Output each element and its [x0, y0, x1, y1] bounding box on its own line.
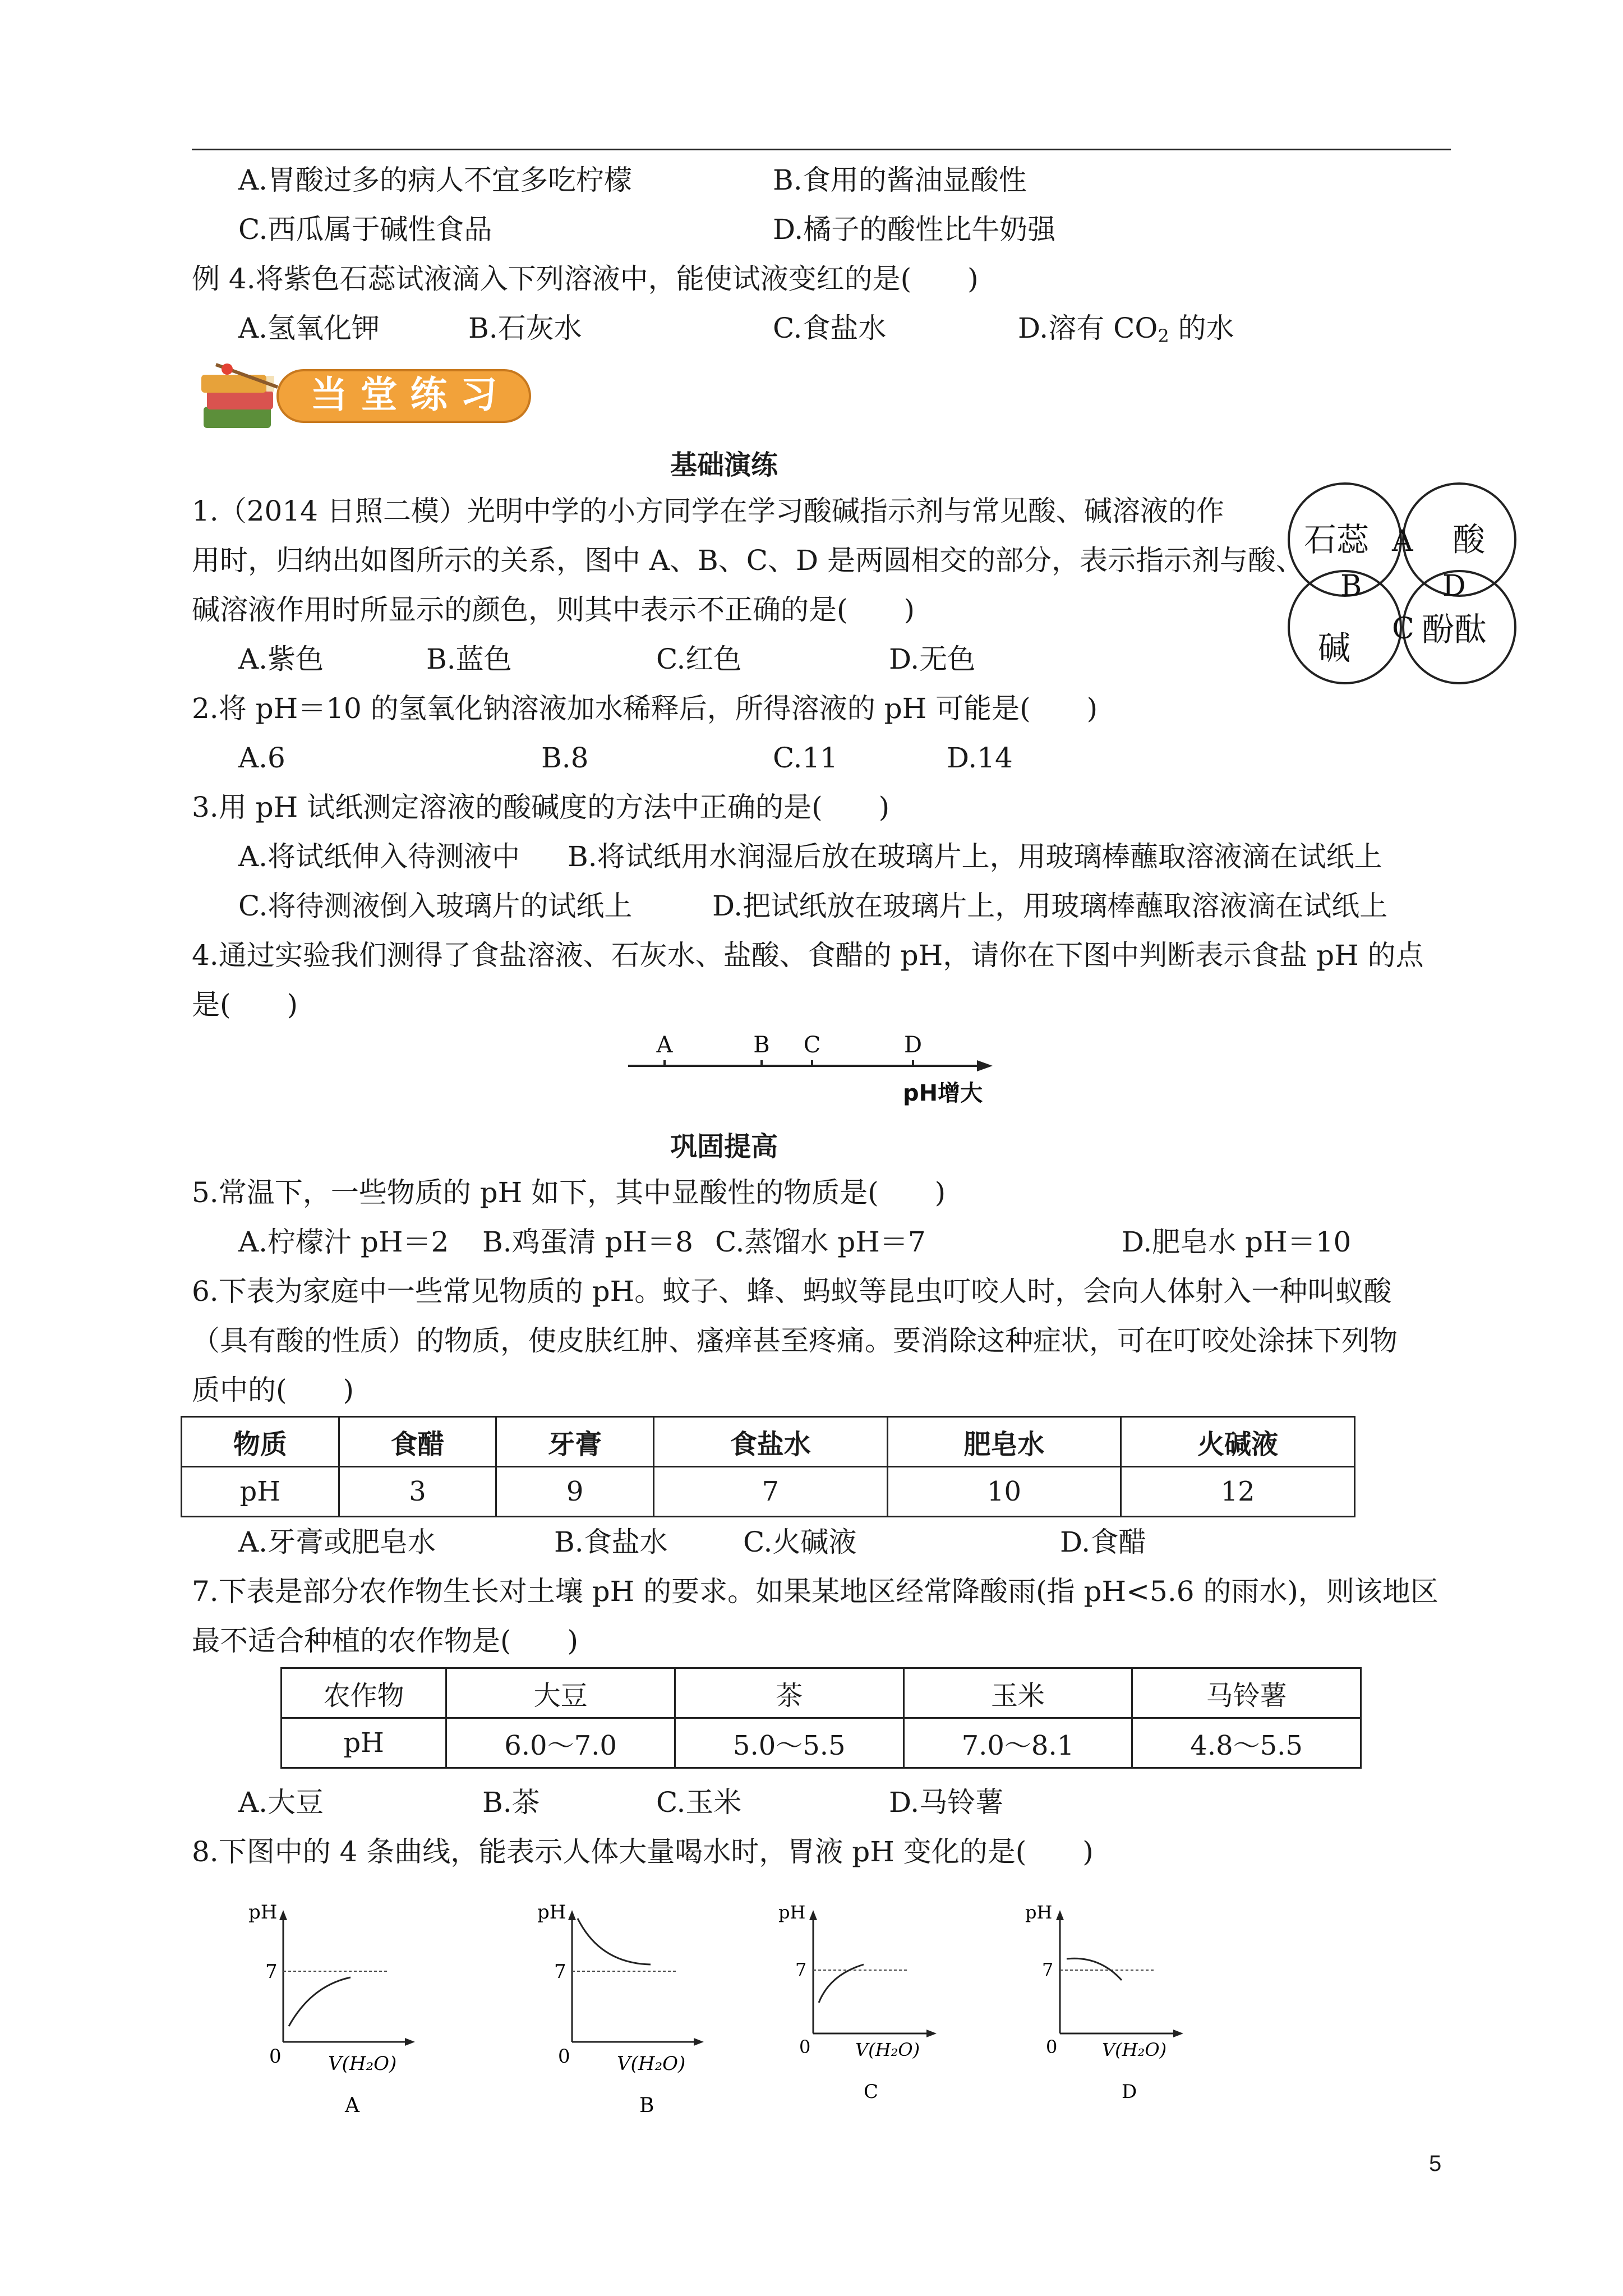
point-A: A: [656, 1032, 673, 1058]
q4-line1: 4.通过实验我们测得了食盐溶液、石灰水、盐酸、食醋的 pH，请你在下图中判断表示食盐 pH 的点: [192, 939, 1424, 972]
label-B: B: [1340, 569, 1362, 603]
label-litmus: 石蕊: [1304, 521, 1370, 559]
table-cell: 农作物: [282, 1668, 446, 1718]
arrow-head-icon: [977, 1060, 993, 1071]
table-row: [282, 1718, 1361, 1768]
svg-text:V(H₂O): V(H₂O): [328, 2053, 397, 2075]
ph-number-line: [623, 1032, 998, 1116]
q1-line2: 用时，归纳出如图所示的关系，图中 A、B、C、D 是两圆相交的部分，表示指示剂与酸、: [192, 544, 1304, 577]
option-a: A.胃酸过多的病人不宜多吃柠檬: [238, 164, 633, 196]
option-d: D.橘子的酸性比牛奶强: [773, 213, 1056, 246]
svg-text:pH: pH: [778, 1902, 806, 1923]
table-cell: 物质: [182, 1417, 339, 1467]
q1-option-b: B.蓝色: [426, 643, 512, 675]
graph-b: [527, 1902, 707, 2120]
table-cell: 火碱液: [1121, 1417, 1355, 1467]
q2-option-d: D.14: [947, 742, 1013, 774]
q3-option-c: C.将待测液倒入玻璃片的试纸上: [238, 890, 633, 922]
q2-option-c: C.11: [773, 742, 838, 774]
table-cell: 4.8～5.5: [1132, 1718, 1361, 1768]
table-row: [182, 1467, 1355, 1517]
example4-option-d: D.溶有 $CO_2$ 的水: [1018, 312, 1234, 347]
q5-stem: 5.常温下，一些物质的 pH 如下，其中显酸性的物质是( ): [192, 1176, 946, 1209]
q5-option-d: D.肥皂水 pH＝10: [1122, 1226, 1352, 1258]
label-base: 碱: [1318, 629, 1351, 667]
example4-option-b: B.石灰水: [468, 312, 582, 344]
table-cell: 10: [887, 1467, 1121, 1517]
label-D: D: [1442, 569, 1466, 603]
q3-option-a: A.将试纸伸入待测液中: [238, 840, 520, 873]
table-cell: 食盐水: [653, 1417, 887, 1467]
label-phenol: 酚酞: [1422, 610, 1487, 648]
label-A: A: [1392, 524, 1413, 558]
q6-option-c: C.火碱液: [743, 1526, 857, 1558]
q5-option-c: C.蒸馏水 pH＝7: [715, 1226, 926, 1258]
svg-text:V(H₂O): V(H₂O): [1102, 2039, 1167, 2060]
header-rule: [192, 149, 1451, 150]
svg-text:pH: pH: [537, 1902, 566, 1924]
axis-label: pH增大: [903, 1080, 983, 1106]
table-cell: 大豆: [446, 1668, 675, 1718]
point-C: C: [803, 1032, 821, 1058]
svg-text:0: 0: [799, 2036, 811, 2058]
q6-line1: 6.下表为家庭中一些常见物质的 pH。蚊子、蜂、蚂蚁等昆虫叮咬人时，会向人体射入一种叫蚁酸: [192, 1275, 1392, 1308]
table-cell: 7: [653, 1467, 887, 1517]
table-header-row: [182, 1417, 1355, 1467]
q3-option-d: D.把试纸放在玻璃片上，用玻璃棒蘸取溶液滴在试纸上: [712, 890, 1388, 922]
q3-stem: 3.用 pH 试纸测定溶液的酸碱度的方法中正确的是( ): [192, 791, 890, 823]
table-cell: 茶: [675, 1668, 903, 1718]
banner-text: 当 堂 练 习: [310, 373, 497, 416]
svg-text:pH: pH: [248, 1902, 278, 1924]
svg-text:V(H₂O): V(H₂O): [617, 2053, 686, 2075]
graph-label-b: B: [639, 2094, 654, 2117]
table-cell: 马铃薯: [1132, 1668, 1361, 1718]
graph-label-c: C: [864, 2081, 879, 2103]
q1-line1: 1.（2014 日照二模）光明中学的小方同学在学习酸碱指示剂与常见酸、碱溶液的作: [192, 495, 1224, 527]
q7-option-b: B.茶: [482, 1786, 540, 1819]
svg-text:7: 7: [1042, 1959, 1054, 1980]
q6-line3: 质中的( ): [192, 1374, 354, 1406]
q8-stem: 8.下图中的 4 条曲线，能表示人体大量喝水时，胃液 pH 变化的是( ): [192, 1835, 1094, 1868]
svg-text:7: 7: [265, 1961, 278, 1983]
q6-option-d: D.食醋: [1060, 1526, 1147, 1558]
q6-option-a: A.牙膏或肥皂水: [238, 1526, 436, 1558]
table-header-row: [282, 1668, 1361, 1718]
q1-line3: 碱溶液作用时所显示的颜色，则其中表示不正确的是( ): [192, 593, 915, 626]
q7-ph-table: [280, 1667, 1362, 1769]
graph-label-a: A: [345, 2094, 359, 2117]
q1-option-a: A.紫色: [238, 643, 324, 675]
table-cell: 玉米: [903, 1668, 1132, 1718]
graph-a: [238, 1902, 418, 2120]
example4-option-c: C.食盐水: [773, 312, 887, 344]
q5-option-b: B.鸡蛋清 pH＝8: [482, 1226, 693, 1258]
ph-curve: [1067, 1958, 1122, 1980]
table-cell: 食醋: [339, 1417, 496, 1467]
table-cell: pH: [282, 1718, 446, 1768]
svg-text:0: 0: [269, 2045, 282, 2068]
q3-option-b: B.将试纸用水润湿后放在玻璃片上，用玻璃棒蘸取溶液滴在试纸上: [568, 840, 1382, 873]
point-D: D: [903, 1032, 923, 1058]
q6-line2: （具有酸的性质）的物质，使皮肤红肿、瘙痒甚至疼痛。要消除这种症状，可在叮咬处涂抹下列物: [192, 1324, 1398, 1357]
q7-option-a: A.大豆: [238, 1786, 324, 1819]
section-improve-title: 巩固提高: [670, 1131, 778, 1162]
q5-option-a: A.柠檬汁 pH＝2: [238, 1226, 449, 1258]
practice-banner: [193, 353, 536, 438]
svg-text:0: 0: [558, 2045, 570, 2068]
table-cell: 9: [496, 1467, 654, 1517]
svg-text:V(H₂O): V(H₂O): [855, 2039, 920, 2060]
table-cell: 6.0～7.0: [446, 1718, 675, 1768]
page-number: 5: [1429, 2151, 1442, 2176]
q1-option-d: D.无色: [889, 643, 976, 675]
ph-curve: [289, 1977, 351, 2026]
table-cell: 3: [339, 1467, 496, 1517]
svg-text:7: 7: [795, 1959, 807, 1980]
table-cell: 肥皂水: [887, 1417, 1121, 1467]
example4-stem: 例 4.将紫色石蕊试液滴入下列溶液中，能使试液变红的是( ): [192, 263, 979, 295]
q6-ph-table: [181, 1416, 1355, 1517]
books-icon: [201, 364, 278, 428]
point-B: B: [753, 1032, 770, 1058]
option-c: C.西瓜属于碱性食品: [238, 213, 492, 246]
option-b: B.食用的酱油显酸性: [773, 164, 1027, 196]
svg-text:pH: pH: [1025, 1902, 1053, 1923]
q7-option-d: D.马铃薯: [889, 1786, 1004, 1819]
label-acid: 酸: [1453, 521, 1486, 559]
graph-c: [768, 1902, 948, 2109]
table-cell: 牙膏: [496, 1417, 654, 1467]
q2-option-b: B.8: [541, 742, 589, 774]
indicator-venn-diagram: [1279, 477, 1525, 696]
graph-label-d: D: [1122, 2081, 1137, 2103]
svg-text:0: 0: [1046, 2036, 1058, 2058]
q4-line2: 是( ): [192, 988, 298, 1021]
table-cell: 5.0～5.5: [675, 1718, 903, 1768]
q2-stem: 2.将 pH＝10 的氢氧化钠溶液加水稀释后，所得溶液的 pH 可能是( ): [192, 692, 1098, 725]
label-C: C: [1392, 612, 1414, 646]
q7-line2: 最不适合种植的农作物是( ): [192, 1625, 579, 1657]
graph-d: [1015, 1902, 1195, 2109]
q7-option-c: C.玉米: [656, 1786, 742, 1819]
table-cell: 12: [1121, 1467, 1355, 1517]
example4-option-a: A.氢氧化钾: [238, 312, 380, 344]
q7-line1: 7.下表是部分农作物生长对土壤 pH 的要求。如果某地区经常降酸雨(指 pH<5.6 的雨水)，则该地区: [192, 1575, 1438, 1608]
table-cell: pH: [182, 1467, 339, 1517]
ph-curve: [578, 1918, 651, 1964]
q2-option-a: A.6: [238, 742, 285, 774]
q6-option-b: B.食盐水: [554, 1526, 668, 1558]
svg-text:7: 7: [554, 1961, 566, 1983]
q1-option-c: C.红色: [656, 643, 742, 675]
table-cell: 7.0～8.1: [903, 1718, 1132, 1768]
section-basic-title: 基础演练: [670, 449, 778, 481]
